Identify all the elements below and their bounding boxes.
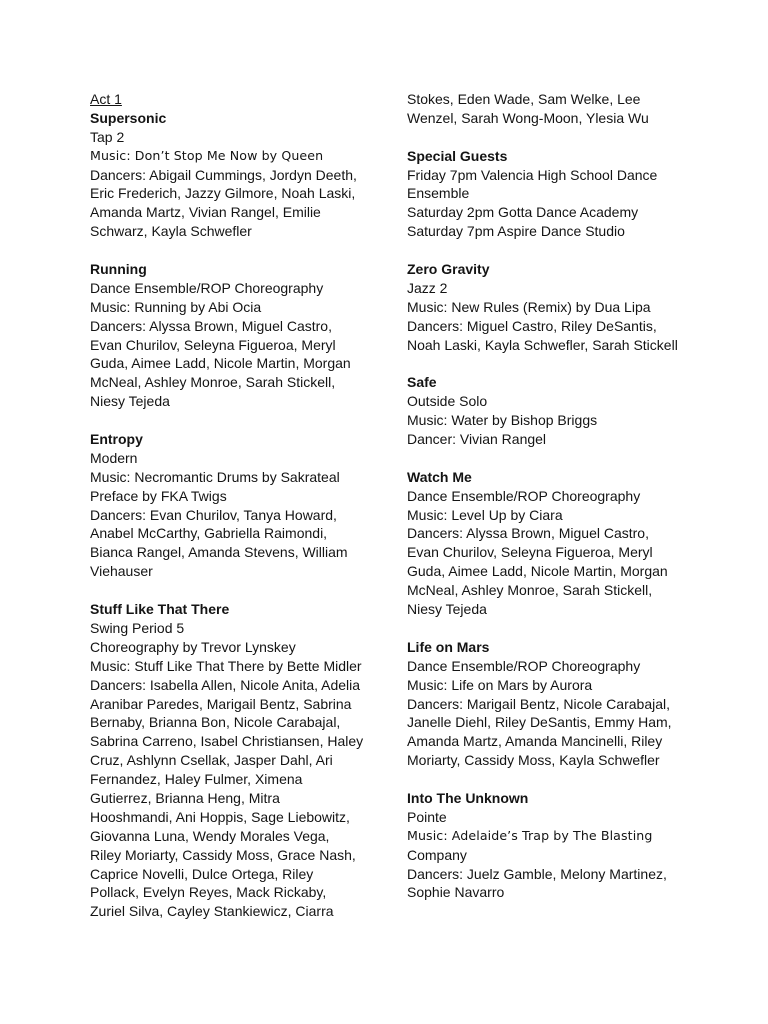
section-line: Music: Water by Bishop Briggs [407,412,598,429]
section-into-the-unknown [407,789,703,902]
section-line: Schwarz, Kayla Schwefler [90,223,252,240]
section-spacer [407,770,703,789]
section-line: Gutierrez, Brianna Heng, Mitra [90,789,280,806]
section-stuff-like-that-there [90,600,386,921]
section-line: Viehauser [90,563,153,580]
section-line: Music: Life on Mars by Aurora [407,676,593,693]
section-line: Zuriel Silva, Cayley Stankiewicz, Ciarra [90,903,334,920]
section-line: Guda, Aimee Ladd, Nicole Martin, Morgan [90,355,351,372]
section-line: Music: New Rules (Remix) by Dua Lipa [407,298,651,315]
section-line: Dancers: Evan Churilov, Tanya Howard, [90,506,337,523]
section-line: Choreography by Trevor Lynskey [90,638,296,655]
section-line: Riley Moriarty, Cassidy Moss, Grace Nash, [90,846,356,863]
section-line: Stokes, Eden Wade, Sam Welke, Lee [407,91,641,107]
section-line: Dance Ensemble/ROP Choreography [90,279,324,296]
section-spacer [407,128,703,147]
section-title: Life on Mars [407,638,490,655]
section-watch-me [407,468,703,619]
section-spacer [407,619,703,638]
section-line: Guda, Aimee Ladd, Nicole Martin, Morgan [407,563,668,580]
section-line: Dancers: Isabella Allen, Nicole Anita, Adelia [90,676,361,693]
section-special-guests [407,147,703,241]
section-title: Zero Gravity [407,261,490,278]
section-title: Into The Unknown [407,789,529,806]
section-line: Dancers: Marigail Bentz, Nicole Carabajal, [407,695,670,712]
section-title: Stuff Like That There [90,601,230,618]
section-line: Anabel McCarthy, Gabriella Raimondi, [90,525,328,542]
section-line: Jazz 2 [407,279,448,296]
act-heading: Act 1 [90,91,122,107]
section-line: Dance Ensemble/ROP Choreography [407,487,641,504]
section-zero-gravity [407,260,703,354]
section-line: Noah Laski, Kayla Schwefler, Sarah Stickell [407,336,678,353]
section-spacer [407,354,703,373]
continued-dancer-list [407,90,703,128]
section-spacer [90,581,386,600]
section-line: Bianca Rangel, Amanda Stevens, William [90,544,348,561]
section-line: Amanda Martz, Vivian Rangel, Emilie [90,204,321,221]
section-line: Ensemble [407,185,470,202]
section-title: Special Guests [407,147,508,164]
section-line: Amanda Martz, Amanda Mancinelli, Riley [407,733,663,750]
section-line: McNeal, Ashley Monroe, Sarah Stickell, [407,582,653,599]
section-line: Hooshmandi, Ani Hoppis, Sage Liebowitz, [90,808,350,825]
section-line: Dancers: Juelz Gamble, Melony Martinez, [407,865,667,882]
section-line: Bernaby, Brianna Bon, Nicole Carabajal, [90,714,341,731]
right-column [407,90,703,902]
section-line: Outside Solo [407,393,488,410]
section-line: Modern [90,449,138,466]
section-line: Sophie Navarro [407,884,505,901]
section-title: Entropy [90,431,143,448]
section-line: Eric Frederich, Jazzy Gilmore, Noah Laski, [90,185,356,202]
section-line: Niesy Tejeda [407,601,487,618]
section-line: Company [407,846,467,863]
left-column [90,90,386,921]
section-running [90,260,386,411]
section-title: Safe [407,374,437,391]
section-title: Supersonic [90,109,167,126]
section-line: Music: Don’t Stop Me Now by Queen [90,147,324,163]
section-line: Cruz, Ashlynn Csellak, Jasper Dahl, Ari [90,752,333,769]
section-line: Tap 2 [90,128,125,145]
section-line: Aranibar Paredes, Marigail Bentz, Sabrina [90,695,352,712]
section-spacer [90,241,386,260]
section-spacer [90,411,386,430]
section-line: Dancers: Miguel Castro, Riley DeSantis, [407,317,657,334]
section-line: Music: Running by Abi Ocia [90,298,262,315]
section-line: Saturday 7pm Aspire Dance Studio [407,223,625,240]
section-line: Wenzel, Sarah Wong-Moon, Ylesia Wu [407,109,649,126]
section-line: Fernandez, Haley Fulmer, Ximena [90,771,303,788]
section-line: Music: Level Up by Ciara [407,506,563,523]
section-safe [407,373,703,449]
section-line: Caprice Novelli, Dulce Ortega, Riley [90,865,314,882]
section-title: Watch Me [407,468,472,485]
section-line: Music: Necromantic Drums by Sakrateal [90,468,340,485]
section-line: Swing Period 5 [90,619,185,636]
section-line: Pointe [407,808,447,825]
section-line: Saturday 2pm Gotta Dance Academy [407,204,639,221]
section-line: Evan Churilov, Seleyna Figueroa, Meryl [90,336,336,353]
section-line: Preface by FKA Twigs [90,487,227,504]
section-line: Dancer: Vivian Rangel [407,431,547,448]
section-line: Music: Stuff Like That There by Bette Midler [90,657,362,674]
section-line: Evan Churilov, Seleyna Figueroa, Meryl [407,544,653,561]
section-line: Pollack, Evelyn Reyes, Mack Rickaby, [90,884,327,901]
section-title: Running [90,261,147,278]
section-line: Niesy Tejeda [90,393,170,410]
section-line: Dancers: Alyssa Brown, Miguel Castro, [407,525,649,542]
section-line: Dancers: Abigail Cummings, Jordyn Deeth, [90,166,357,183]
section-line: Sabrina Carreno, Isabel Christiansen, Haley [90,733,364,750]
section-spacer [407,241,703,260]
section-line: Dancers: Alyssa Brown, Miguel Castro, [90,317,332,334]
section-entropy [90,430,386,581]
section-life-on-mars [407,638,703,770]
section-spacer [407,449,703,468]
section-line: Friday 7pm Valencia High School Dance [407,166,658,183]
section-line: Dance Ensemble/ROP Choreography [407,657,641,674]
section-line: Giovanna Luna, Wendy Morales Vega, [90,827,330,844]
section-line: Janelle Diehl, Riley DeSantis, Emmy Ham, [407,714,672,731]
section-supersonic [90,109,386,241]
section-line: Music: Adelaide’s Trap by The Blasting [407,827,653,843]
section-line: McNeal, Ashley Monroe, Sarah Stickell, [90,374,336,391]
section-line: Moriarty, Cassidy Moss, Kayla Schwefler [407,752,660,769]
